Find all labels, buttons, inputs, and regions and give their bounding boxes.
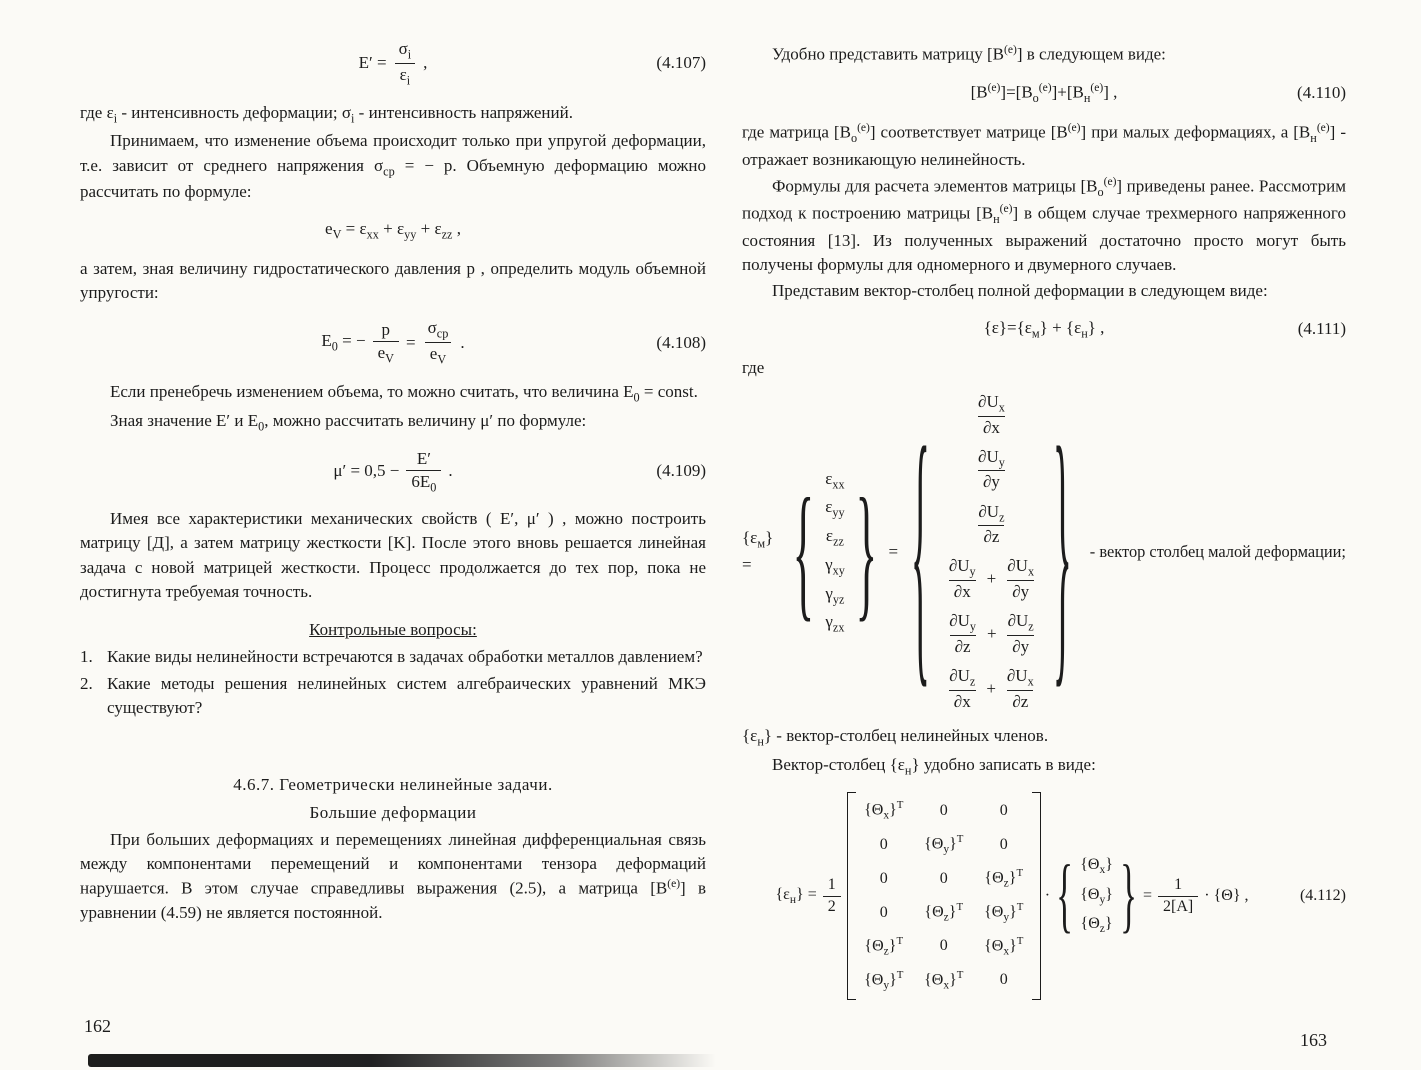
para-const: Если пренебречь изменением объема, то можно считать, что величина $E_0$ = const. — [110, 382, 698, 405]
nonlinear-vector-caption: $\{\varepsilon_н\}$ - вектор-столбец нелинейных членов. — [742, 725, 1049, 749]
eq112-equals: = — [1143, 886, 1153, 904]
eq111-body: $\{\varepsilon\}=\{\varepsilon_м\} + \{\varepsilon_н\}$ , — [983, 317, 1105, 341]
matrix-cell: 0 — [879, 835, 888, 853]
strain-component: $\varepsilon_{zz}$ — [825, 526, 844, 549]
matrix-cell: 0 — [999, 835, 1008, 853]
matrix-cell: 0 — [879, 869, 888, 887]
curly-brace-close: } — [1052, 388, 1072, 712]
para-stiffness-matrix: Имея все характеристики механических свойств ( E′, μ′ ) , можно построить матрицу [Д], а затем матрицу жесткости [K]. После этого вновь решается линейная задача с новой матрицей жесткости. Процесс продолжается до тех пор, пока не достигнута требуемая точность. — [80, 509, 706, 601]
eq112-theta: {Θ} , — [1213, 886, 1249, 904]
eq109-tail: . — [448, 461, 453, 481]
page-right-163 — [742, 40, 1346, 1013]
para-volume: Принимаем, что изменение объема происходит только при упругой деформации, т.е. зависит от среднего напряжения $\sigma_{ср}$ = − р. Объемную деформацию можно рассчитать по формуле: — [80, 131, 706, 202]
theta-entry: $\{\Theta_z\}$ — [1080, 915, 1113, 936]
eq107-number: (4.107) — [656, 53, 706, 73]
strain-component: $\gamma_{xy}$ — [825, 554, 845, 578]
eq108-equals: = — [406, 332, 416, 352]
strain-components-column — [823, 467, 847, 638]
eq108-fraction-1: $\frac{p}{e_V}$ — [373, 320, 399, 366]
page-number-163: 163 — [1300, 1030, 1327, 1050]
eq111-number: (4.111) — [1297, 319, 1346, 339]
eq112-rhs-fraction: $\frac{1}{2[A]}$ — [1158, 876, 1198, 917]
matrix-cell: $\{\Theta_y\}^T$ — [864, 968, 904, 992]
square-bracket-open — [847, 792, 856, 999]
square-bracket-close — [1032, 792, 1041, 999]
derivative-row: $\frac{\partial U_y}{\partial z}$ + $\frac{\partial U_z}{\partial y}$ — [949, 611, 1034, 657]
matrix-cell: $\{\Theta_z\}^T$ — [924, 901, 964, 924]
para-vector: Представим вектор-столбец полной деформации в следующем виде: — [772, 280, 1268, 300]
strain-vector-lhs: $\{\varepsilon_м\}$ = — [742, 528, 774, 575]
theta-entry: $\{\Theta_x\}$ — [1080, 856, 1113, 877]
question-2-number: 2. — [80, 674, 93, 694]
question-2-text: Какие методы решения нелинейных систем алгебраических уравнений МКЭ существуют? — [107, 674, 706, 718]
matrix-cell: $\{\Theta_z\}^T$ — [864, 934, 904, 958]
equation-4-107 — [80, 39, 706, 88]
strain-component: $\varepsilon_{yy}$ — [825, 497, 845, 520]
section-heading-line2: Большие деформации — [309, 803, 477, 823]
matrix-cell: 0 — [939, 937, 948, 955]
para-matrices: где матрица $[B_о^{(e)}]$ соответствует матрице $[B^{(e)}]$ при малых деформациях, а $[B_н^{(e)}]$ - отражает возникающую нелинейность. — [742, 121, 1346, 169]
question-2 — [80, 672, 706, 720]
para-formulas: Формулы для расчета элементов матрицы $[B_о^{(e)}]$ приведены ранее. Рассмотрим подход к построению матрицы $[B_н^{(e)}]$ в общем случае трехмерного напряженного состояния [13]. Из полученных выражений достаточно просто могут быть получены формулы для одномерного и двумерного случаев. — [742, 174, 1346, 274]
curly-brace-open: { — [792, 467, 815, 635]
para-intensity: где $\varepsilon_i$ - интенсивность деформации; $\sigma_i$ - интенсивность напряжений. — [80, 102, 573, 126]
eq109-fraction: $\frac{E'}{6E_0}$ — [406, 449, 441, 495]
section-heading-line1: 4.6.7. Геометрически нелинейные задачи. — [233, 775, 553, 795]
equation-4-110 — [742, 80, 1346, 107]
derivative-row: $\frac{\partial U_y}{\partial y}$ — [978, 446, 1005, 492]
matrix-cell: 0 — [999, 971, 1008, 989]
eq110-number: (4.110) — [1297, 83, 1346, 103]
equation-4-108 — [80, 318, 706, 367]
curly-brace-open: { — [910, 388, 931, 712]
curly-brace-open: { — [1056, 848, 1074, 942]
para-nonlinear-vector: Вектор-столбец $\{\varepsilon_н\}$ удобно записать в виде: — [772, 754, 1096, 778]
eq112-number: (4.112) — [1299, 886, 1346, 904]
eq108-fraction-2: $\frac{\sigma_{ср}}{e_V}$ — [423, 318, 454, 367]
eq112-dot: · — [1044, 886, 1051, 904]
plus-sign: + — [987, 624, 997, 644]
matrix-cell: 0 — [999, 802, 1008, 819]
curly-brace-close: } — [855, 467, 877, 635]
plus-sign: + — [986, 678, 996, 698]
eq108-tail: . — [460, 332, 465, 352]
eq-volume-body: $e_V = \varepsilon_{xx} + \varepsilon_{yy} + \varepsilon_{zz}$ , — [325, 219, 461, 242]
equation-volume-strain — [80, 217, 706, 244]
derivative-row: $\frac{\partial U_x}{\partial x}$ — [978, 391, 1005, 437]
equation-strain-vector — [742, 388, 1346, 712]
para-mu: Зная значение E′ и $E_0$, можно рассчитать величину μ′ по формуле: — [110, 410, 587, 434]
eq112-half-fraction: $\frac{1}{2}$ — [823, 876, 841, 917]
matrix-cell: $\{\Theta_y\}^T$ — [924, 833, 964, 856]
eq108-lhs: $E_0$ = − — [321, 331, 366, 354]
eq107-numerator: $\sigma_i$ — [398, 39, 412, 62]
matrix-cell: 0 — [939, 802, 948, 819]
strain-component: $\varepsilon_{xx}$ — [825, 468, 845, 491]
matrix-cell: $\{\Theta_x\}^T$ — [984, 934, 1024, 958]
eq108-number: (4.108) — [656, 332, 706, 352]
matrix-cell: 0 — [879, 903, 888, 921]
derivative-row: $\frac{\partial U_z}{\partial z}$ — [978, 501, 1005, 547]
eq110-body: $[B^{(e)}]=[B_о^{(e)}]+[B_н^{(e)}]$ , — [970, 80, 1118, 105]
scan-artifact-strip — [88, 1054, 716, 1067]
question-1 — [80, 645, 706, 669]
equation-4-109 — [80, 449, 706, 495]
theta-matrix — [847, 792, 1041, 999]
strain-component: $\gamma_{zx}$ — [825, 612, 845, 635]
eq112-lhs: $\{\varepsilon_н\}$ = — [775, 885, 817, 906]
eq107-denominator: $\varepsilon_i$ — [395, 63, 416, 88]
theta-matrix-cells — [856, 792, 1032, 999]
matrix-cell: $\{\Theta_x\}^T$ — [924, 968, 964, 992]
strain-vector-equals: = — [888, 541, 899, 561]
page-number-162: 162 — [84, 1016, 111, 1036]
theta-entry: $\{\Theta_y\}$ — [1080, 885, 1113, 906]
page-left-162 — [80, 26, 706, 927]
plus-sign: + — [986, 569, 997, 589]
derivative-row: $\frac{\partial U_z}{\partial x}$ + $\frac{\partial U_x}{\partial z}$ — [949, 666, 1034, 711]
derivative-row: $\frac{\partial U_y}{\partial x}$ + $\frac{\partial U_x}{\partial y}$ — [948, 556, 1035, 602]
eq107-tail: , — [423, 53, 428, 73]
theta-column — [1079, 854, 1114, 938]
eq107-fraction — [394, 39, 417, 88]
question-1-number: 1. — [80, 646, 93, 666]
where-label: где — [742, 357, 765, 377]
question-1-text: Какие виды нелинейности встречаются в задачах обработки металлов давлением? — [107, 646, 703, 666]
eq107-lhs: E′ = — [358, 53, 387, 73]
eq112-dot-2: · — [1204, 886, 1210, 904]
derivative-column — [940, 392, 1043, 712]
questions-heading: Контрольные вопросы: — [309, 619, 477, 639]
strain-component: $\gamma_{yz}$ — [825, 583, 845, 606]
matrix-cell: $\{\Theta_x\}^T$ — [864, 799, 904, 822]
strain-vector-caption: - вектор столбец малой деформации; — [1089, 542, 1346, 562]
para-pressure: а затем, зная величину гидростатического давления р , определить модуль объемной упругости: — [80, 259, 706, 303]
matrix-cell: 0 — [939, 869, 948, 887]
equation-4-112 — [742, 792, 1346, 999]
equation-4-111 — [742, 316, 1346, 343]
matrix-cell: $\{\Theta_z\}^T$ — [984, 867, 1024, 890]
matrix-cell: $\{\Theta_y\}^T$ — [984, 901, 1024, 924]
eq109-number: (4.109) — [656, 461, 706, 481]
para-large-deformations: При больших деформациях и перемещениях линейная дифференциальная связь между компонентами перемещений и компонентами тензора деформаций нарушается. В этом случае справедливы выражения (2.5), а матрица $[B^{(е)}]$ в уравнении (4.59) не является постоянной. — [80, 829, 706, 922]
eq109-lhs: μ′ = 0,5 − — [333, 461, 400, 481]
para-intro: Удобно представить матрицу $[B^{(e)}]$ в следующем виде: — [772, 43, 1166, 64]
curly-brace-close: } — [1120, 848, 1137, 942]
section-gap — [80, 723, 706, 769]
